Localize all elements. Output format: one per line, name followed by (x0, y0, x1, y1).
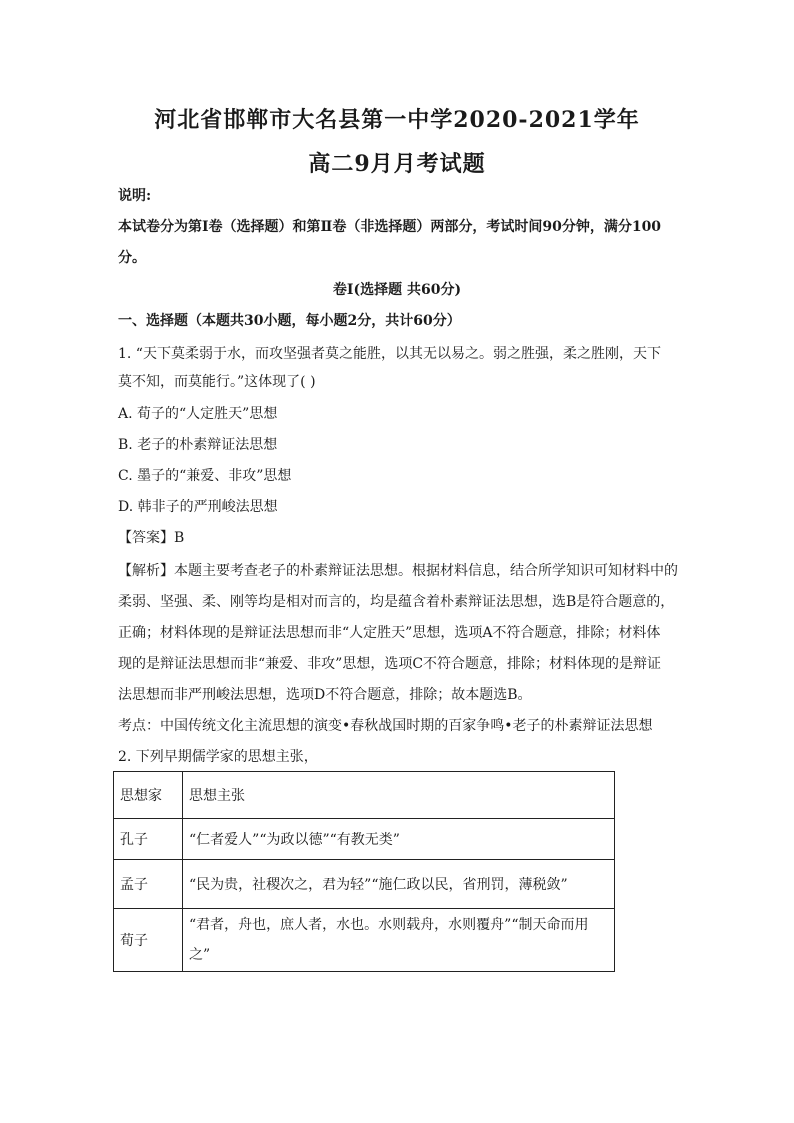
table-cell-idea: “仁者爱人”“为政以德”“有教无类” (183, 819, 615, 860)
table-header-cell: 思想主张 (183, 772, 615, 819)
table-cell-thinker: 孟子 (114, 860, 183, 909)
q1-option-a: A. 荀子的“人定胜天”思想 (118, 406, 278, 422)
table-header-row (114, 772, 615, 819)
q1-answer: 【答案】B (118, 530, 185, 546)
table-cell-idea: “君者，舟也，庶人者，水也。水则载舟，水则覆舟”“制天命而用之” (183, 909, 615, 972)
table-header-cell: 思想家 (114, 772, 183, 819)
q2-stem: 2. 下列早期儒学家的思想主张， (118, 749, 318, 765)
q1-option-b: B. 老子的朴素辩证法思想 (118, 437, 278, 453)
note-line1: 本试卷分为第Ⅰ卷（选择题）和第Ⅱ卷（非选择题）两部分，考试时间90分钟，满分100 (118, 219, 662, 235)
q1-option-c: C. 墨子的“兼爱、非攻”思想 (118, 468, 292, 484)
q1-analysis-line4: 现的是辩证法思想而非“兼爱、非攻”思想，选项C不符合题意，排除；材料体现的是辩证 (118, 656, 662, 672)
q1-analysis-line5: 法思想而非严刑峻法思想，选项D不符合题意，排除；故本题选B。 (118, 687, 532, 703)
q2-table (113, 771, 615, 972)
note-line2: 分。 (118, 250, 146, 266)
q1-analysis-line1: 【解析】本题主要考查老子的朴素辩证法思想。根据材料信息，结合所学知识可知材料中的 (118, 563, 678, 579)
q1-analysis-line2: 柔弱、坚强、柔、刚等均是相对而言的，均是蕴含着朴素辩证法思想，选B是符合题意的， (118, 594, 675, 610)
exam-title-line2: 高二9月月考试题 (308, 151, 486, 177)
table-cell-idea: “民为贵，社稷次之，君为轻”“施仁政以民，省刑罚，薄税敛” (183, 860, 615, 909)
table-cell-thinker: 孔子 (114, 819, 183, 860)
q1-analysis-line3: 正确；材料体现的是辩证法思想而非“人定胜天”思想，选项A不符合题意，排除；材料体 (118, 625, 661, 641)
q1-kaodian: 考点：中国传统文化主流思想的演变•春秋战国时期的百家争鸣•老子的朴素辩证法思想 (118, 718, 653, 734)
q1-stem-line2: 莫不知，而莫能行。”这体现了( ) (118, 374, 316, 390)
table-cell-thinker: 荀子 (114, 909, 183, 972)
q1-stem-line1: 1. “天下莫柔弱于水，而攻坚强者莫之能胜，以其无以易之。弱之胜强，柔之胜刚，天下 (118, 346, 661, 362)
table-row (114, 819, 615, 860)
section-title: 卷Ⅰ(选择题 共60分) (332, 282, 462, 298)
exam-title-line1: 河北省邯郸市大名县第一中学2020-2021学年 (154, 107, 640, 133)
table-row (114, 860, 615, 909)
table-row (114, 909, 615, 972)
q1-option-d: D. 韩非子的严刑峻法思想 (118, 499, 278, 515)
note-label: 说明: (118, 188, 152, 204)
part-heading: 一、选择题（本题共30小题，每小题2分，共计60分） (118, 313, 461, 329)
